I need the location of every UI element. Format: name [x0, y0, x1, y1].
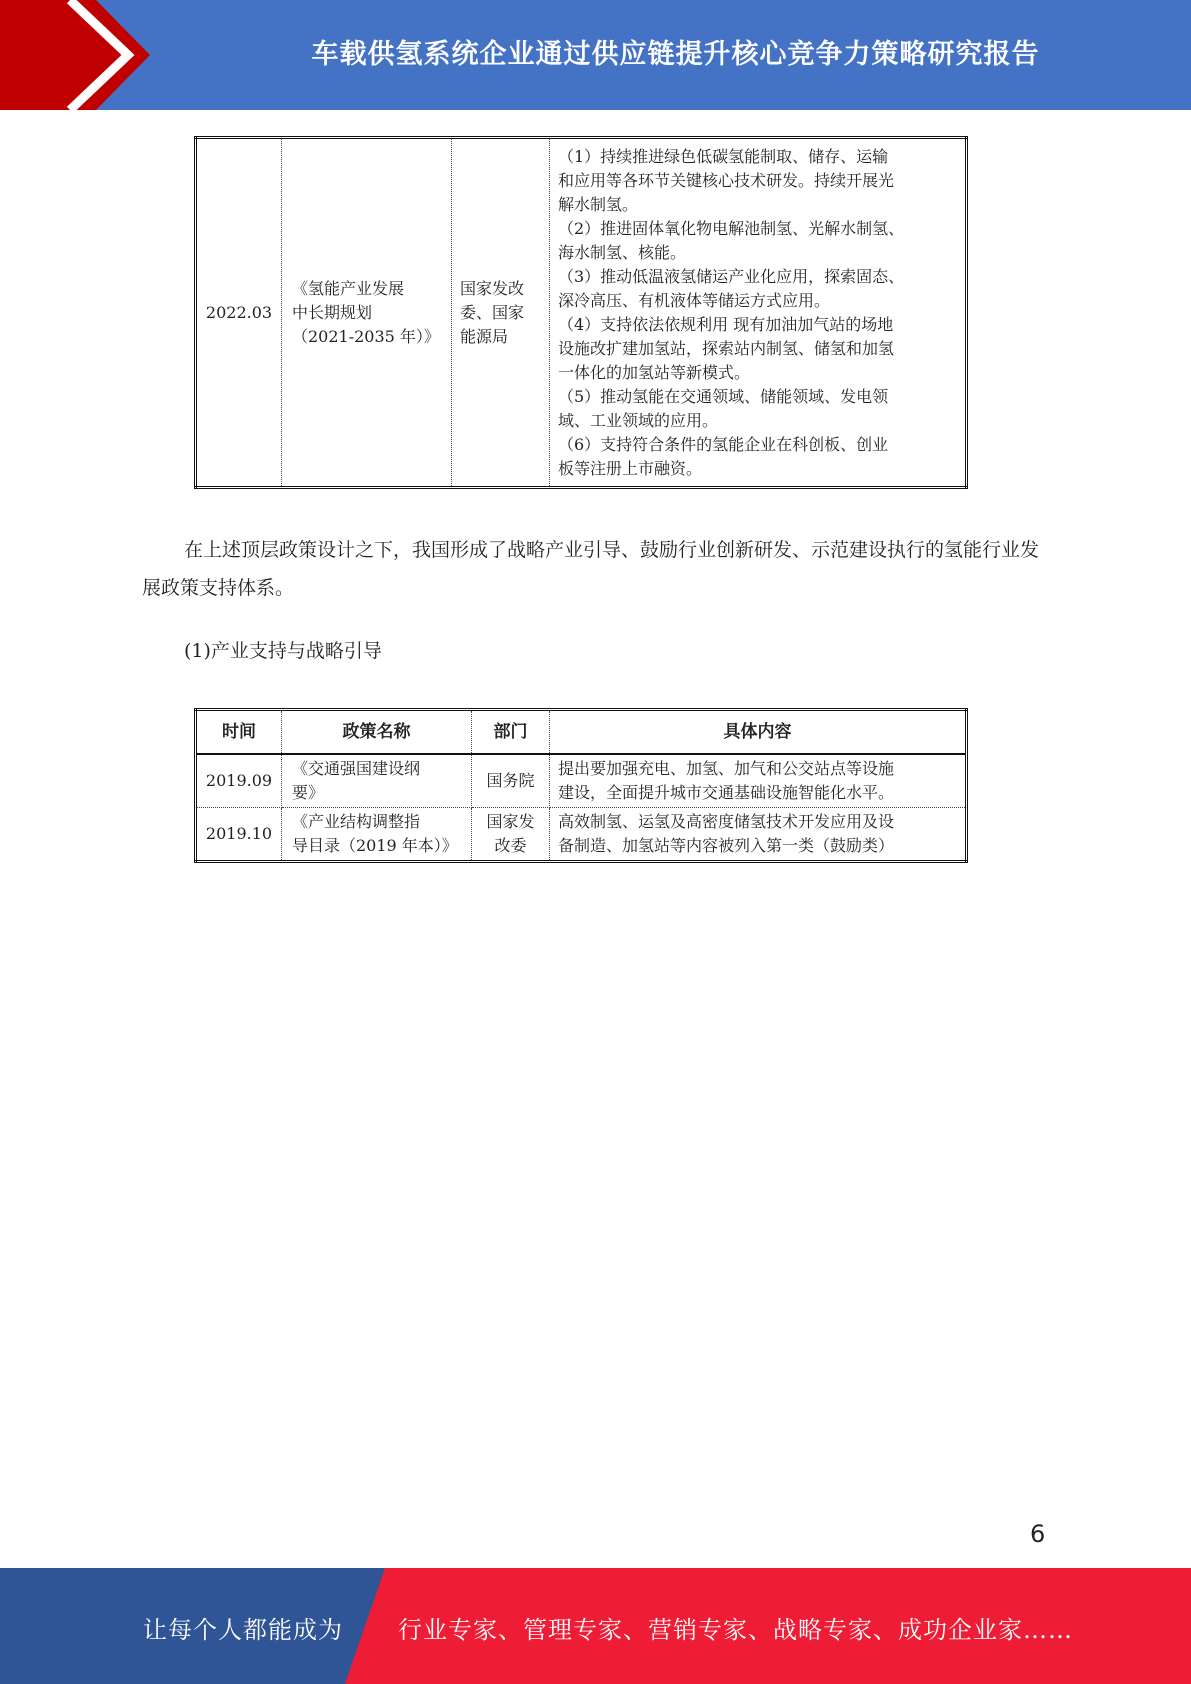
content-line: （6）支持符合条件的氢能企业在科创板、创业: [558, 434, 889, 454]
content-line: 提出要加强充电、加氢、加气和公交站点等设施: [558, 759, 895, 778]
content-line: （3）推动低温液氢储运产业化应用，探索固态、: [558, 266, 905, 286]
policy-name-line: 《交通强国建设纲: [292, 759, 421, 778]
content-line: 高效制氢、运氢及高密度储氢技术开发应用及设: [558, 812, 895, 831]
policy-table-continued: [194, 136, 968, 489]
cell-content: [550, 808, 967, 862]
cell-department: [472, 808, 550, 862]
page-header: [0, 0, 1191, 110]
report-title: 车载供氢系统企业通过供应链提升核心竞争力策略研究报告: [311, 39, 1040, 70]
cell-content: [550, 138, 967, 488]
policy-name-line: 要》: [292, 783, 325, 802]
cell-department: [452, 138, 550, 488]
content-line: 板等注册上市融资。: [558, 458, 703, 478]
policy-name-line: 《氢能产业发展: [292, 278, 405, 298]
column-header-content: 具体内容: [550, 710, 967, 755]
content-line: 解水制氢。: [558, 194, 639, 214]
cell-department: [472, 754, 550, 808]
cell-policy-name: [282, 754, 472, 808]
content-line: 域、工业领域的应用。: [558, 410, 719, 430]
department-line: 改委: [494, 836, 527, 855]
body-paragraph: 在上述顶层政策设计之下，我国形成了战略产业引导、鼓励行业创新研发、示范建设执行的氢能行业发展政策支持体系。: [142, 539, 1040, 599]
content-line: （2）推进固体氧化物电解池制氢、光解水制氢、: [558, 218, 905, 238]
cell-policy-name: [282, 808, 472, 862]
page-footer: [0, 1568, 1191, 1684]
cell-content: [550, 754, 967, 808]
page-number: 6: [1030, 1520, 1046, 1548]
content-line: 深冷高压、有机液体等储运方式应用。: [558, 290, 831, 310]
content-line: 建设，全面提升城市交通基础设施智能化水平。: [558, 783, 895, 802]
policy-table: [194, 708, 968, 863]
cell-date: 2022.03: [196, 138, 282, 488]
column-header-time: 时间: [196, 710, 282, 755]
table-header-row: [196, 710, 967, 755]
table-row: [196, 138, 967, 488]
policy-name-line: 中长期规划: [292, 302, 373, 322]
column-header-policy-name: 政策名称: [282, 710, 472, 755]
policy-name-line: （2021-2035 年）》: [292, 326, 440, 346]
content-line: 和应用等各环节关键核心技术研发。持续开展光: [558, 170, 895, 190]
content-line: 海水制氢、核能。: [558, 242, 687, 262]
content-line: 设施改扩建加氢站，探索站内制氢、储氢和加氢: [558, 338, 895, 358]
section-subheading: (1)产业支持与战略引导: [184, 640, 382, 662]
department-line: 国家发改: [460, 278, 525, 298]
table-row: [196, 808, 967, 862]
table-row: [196, 754, 967, 808]
header-arrow-decoration: [0, 0, 200, 110]
policy-name-line: 《产业结构调整指: [292, 812, 421, 831]
footer-slogan-left: 让每个人都能成为: [143, 1616, 343, 1644]
department-line: 委、国家: [460, 302, 525, 322]
content-line: 备制造、加氢站等内容被列入第一类（鼓励类）: [558, 836, 895, 855]
cell-policy-name: [282, 138, 452, 488]
content-line: 一体化的加氢站等新模式。: [558, 362, 751, 382]
content-line: （4）支持依法依规利用 现有加油加气站的场地: [558, 314, 894, 334]
department-line: 能源局: [460, 326, 509, 346]
policy-name-line: 导目录（2019 年本）》: [292, 836, 458, 855]
department-line: 国务院: [486, 771, 535, 790]
content-line: （1）持续推进绿色低碳氢能制取、储存、运输: [558, 146, 889, 166]
cell-date: 2019.09: [196, 754, 282, 808]
department-line: 国家发: [486, 812, 535, 831]
content-line: （5）推动氢能在交通领域、储能领域、发电领: [558, 386, 889, 406]
cell-date: 2019.10: [196, 808, 282, 862]
footer-slogan-right: 行业专家、管理专家、营销专家、战略专家、成功企业家……: [398, 1616, 1073, 1644]
column-header-department: 部门: [472, 710, 550, 755]
